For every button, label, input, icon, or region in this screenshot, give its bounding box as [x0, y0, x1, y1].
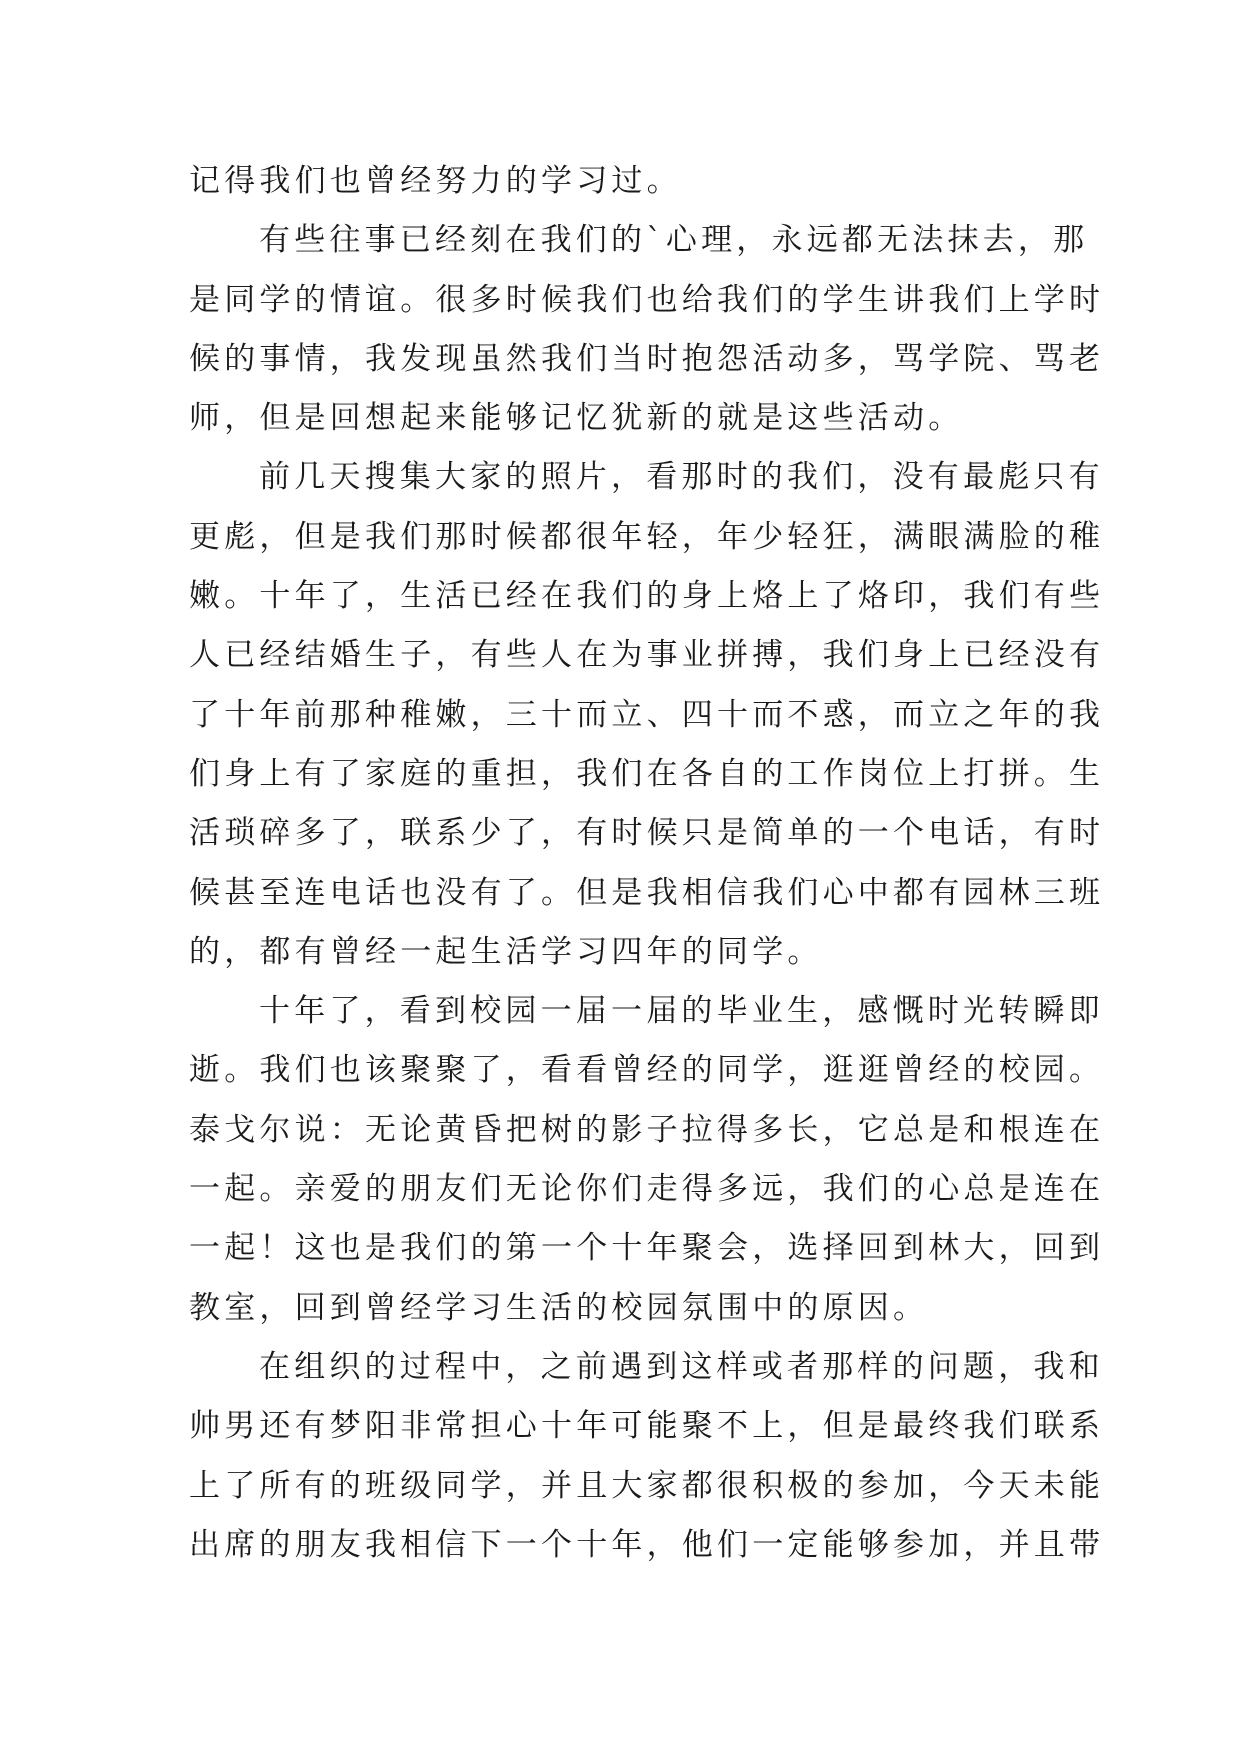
text-line: 记得我们也曾经努力的学习过。 — [189, 163, 682, 199]
text-line: 泰戈尔说：无论黄昏把树的影子拉得多长，它总是和根连在 — [189, 1111, 1105, 1148]
text-line: 嫩。十年了，生活已经在我们的身上烙上了烙印，我们有些 — [189, 578, 1105, 615]
text-line: 在组织的过程中，之前遇到这样或者那样的问题，我和 — [259, 1348, 1104, 1385]
text-line: 的，都有曾经一起生活学习四年的同学。 — [189, 933, 823, 970]
text-line: 候的事情，我发现虽然我们当时抱怨活动多，骂学院、骂老 — [189, 340, 1105, 377]
text-line: 更彪，但是我们那时候都很年轻，年少轻狂，满眼满脸的稚 — [189, 518, 1105, 555]
text-line: 了十年前那种稚嫩，三十而立、四十而不惑，而立之年的我 — [189, 696, 1105, 733]
text-line: 十年了，看到校园一届一届的毕业生，感慨时光转瞬即 — [259, 993, 1104, 1030]
text-line: 出席的朋友我相信下一个十年，他们一定能够参加，并且带 — [189, 1526, 1105, 1563]
text-line: 有些往事已经刻在我们的`心理，永远都无法抹去，那 — [259, 222, 1089, 259]
text-line: 教室，回到曾经学习生活的校园氛围中的原因。 — [189, 1289, 929, 1326]
text-line: 前几天搜集大家的照片，看那时的我们，没有最彪只有 — [259, 459, 1104, 496]
text-line: 一起。亲爱的朋友们无论你们走得多远，我们的心总是连在 — [189, 1171, 1105, 1208]
text-line: 人已经结婚生子，有些人在为事业拼搏，我们身上已经没有 — [189, 637, 1105, 674]
text-line: 一起！这也是我们的第一个十年聚会，选择回到林大，回到 — [189, 1230, 1105, 1267]
text-line: 活琐碎多了，联系少了，有时候只是简单的一个电话，有时 — [189, 815, 1105, 852]
text-line: 们身上有了家庭的重担，我们在各自的工作岗位上打拼。生 — [189, 755, 1105, 792]
text-line: 上了所有的班级同学，并且大家都很积极的参加，今天未能 — [189, 1467, 1105, 1504]
text-line: 帅男还有梦阳非常担心十年可能聚不上，但是最终我们联系 — [189, 1408, 1105, 1445]
text-line: 逝。我们也该聚聚了，看看曾经的同学，逛逛曾经的校园。 — [189, 1052, 1105, 1089]
text-line: 是同学的情谊。很多时候我们也给我们的学生讲我们上学时 — [189, 281, 1105, 318]
body-text — [189, 152, 1105, 1575]
text-line: 师，但是回想起来能够记忆犹新的就是这些活动。 — [189, 400, 964, 437]
text-line: 候甚至连电话也没有了。但是我相信我们心中都有园林三班 — [189, 874, 1105, 911]
